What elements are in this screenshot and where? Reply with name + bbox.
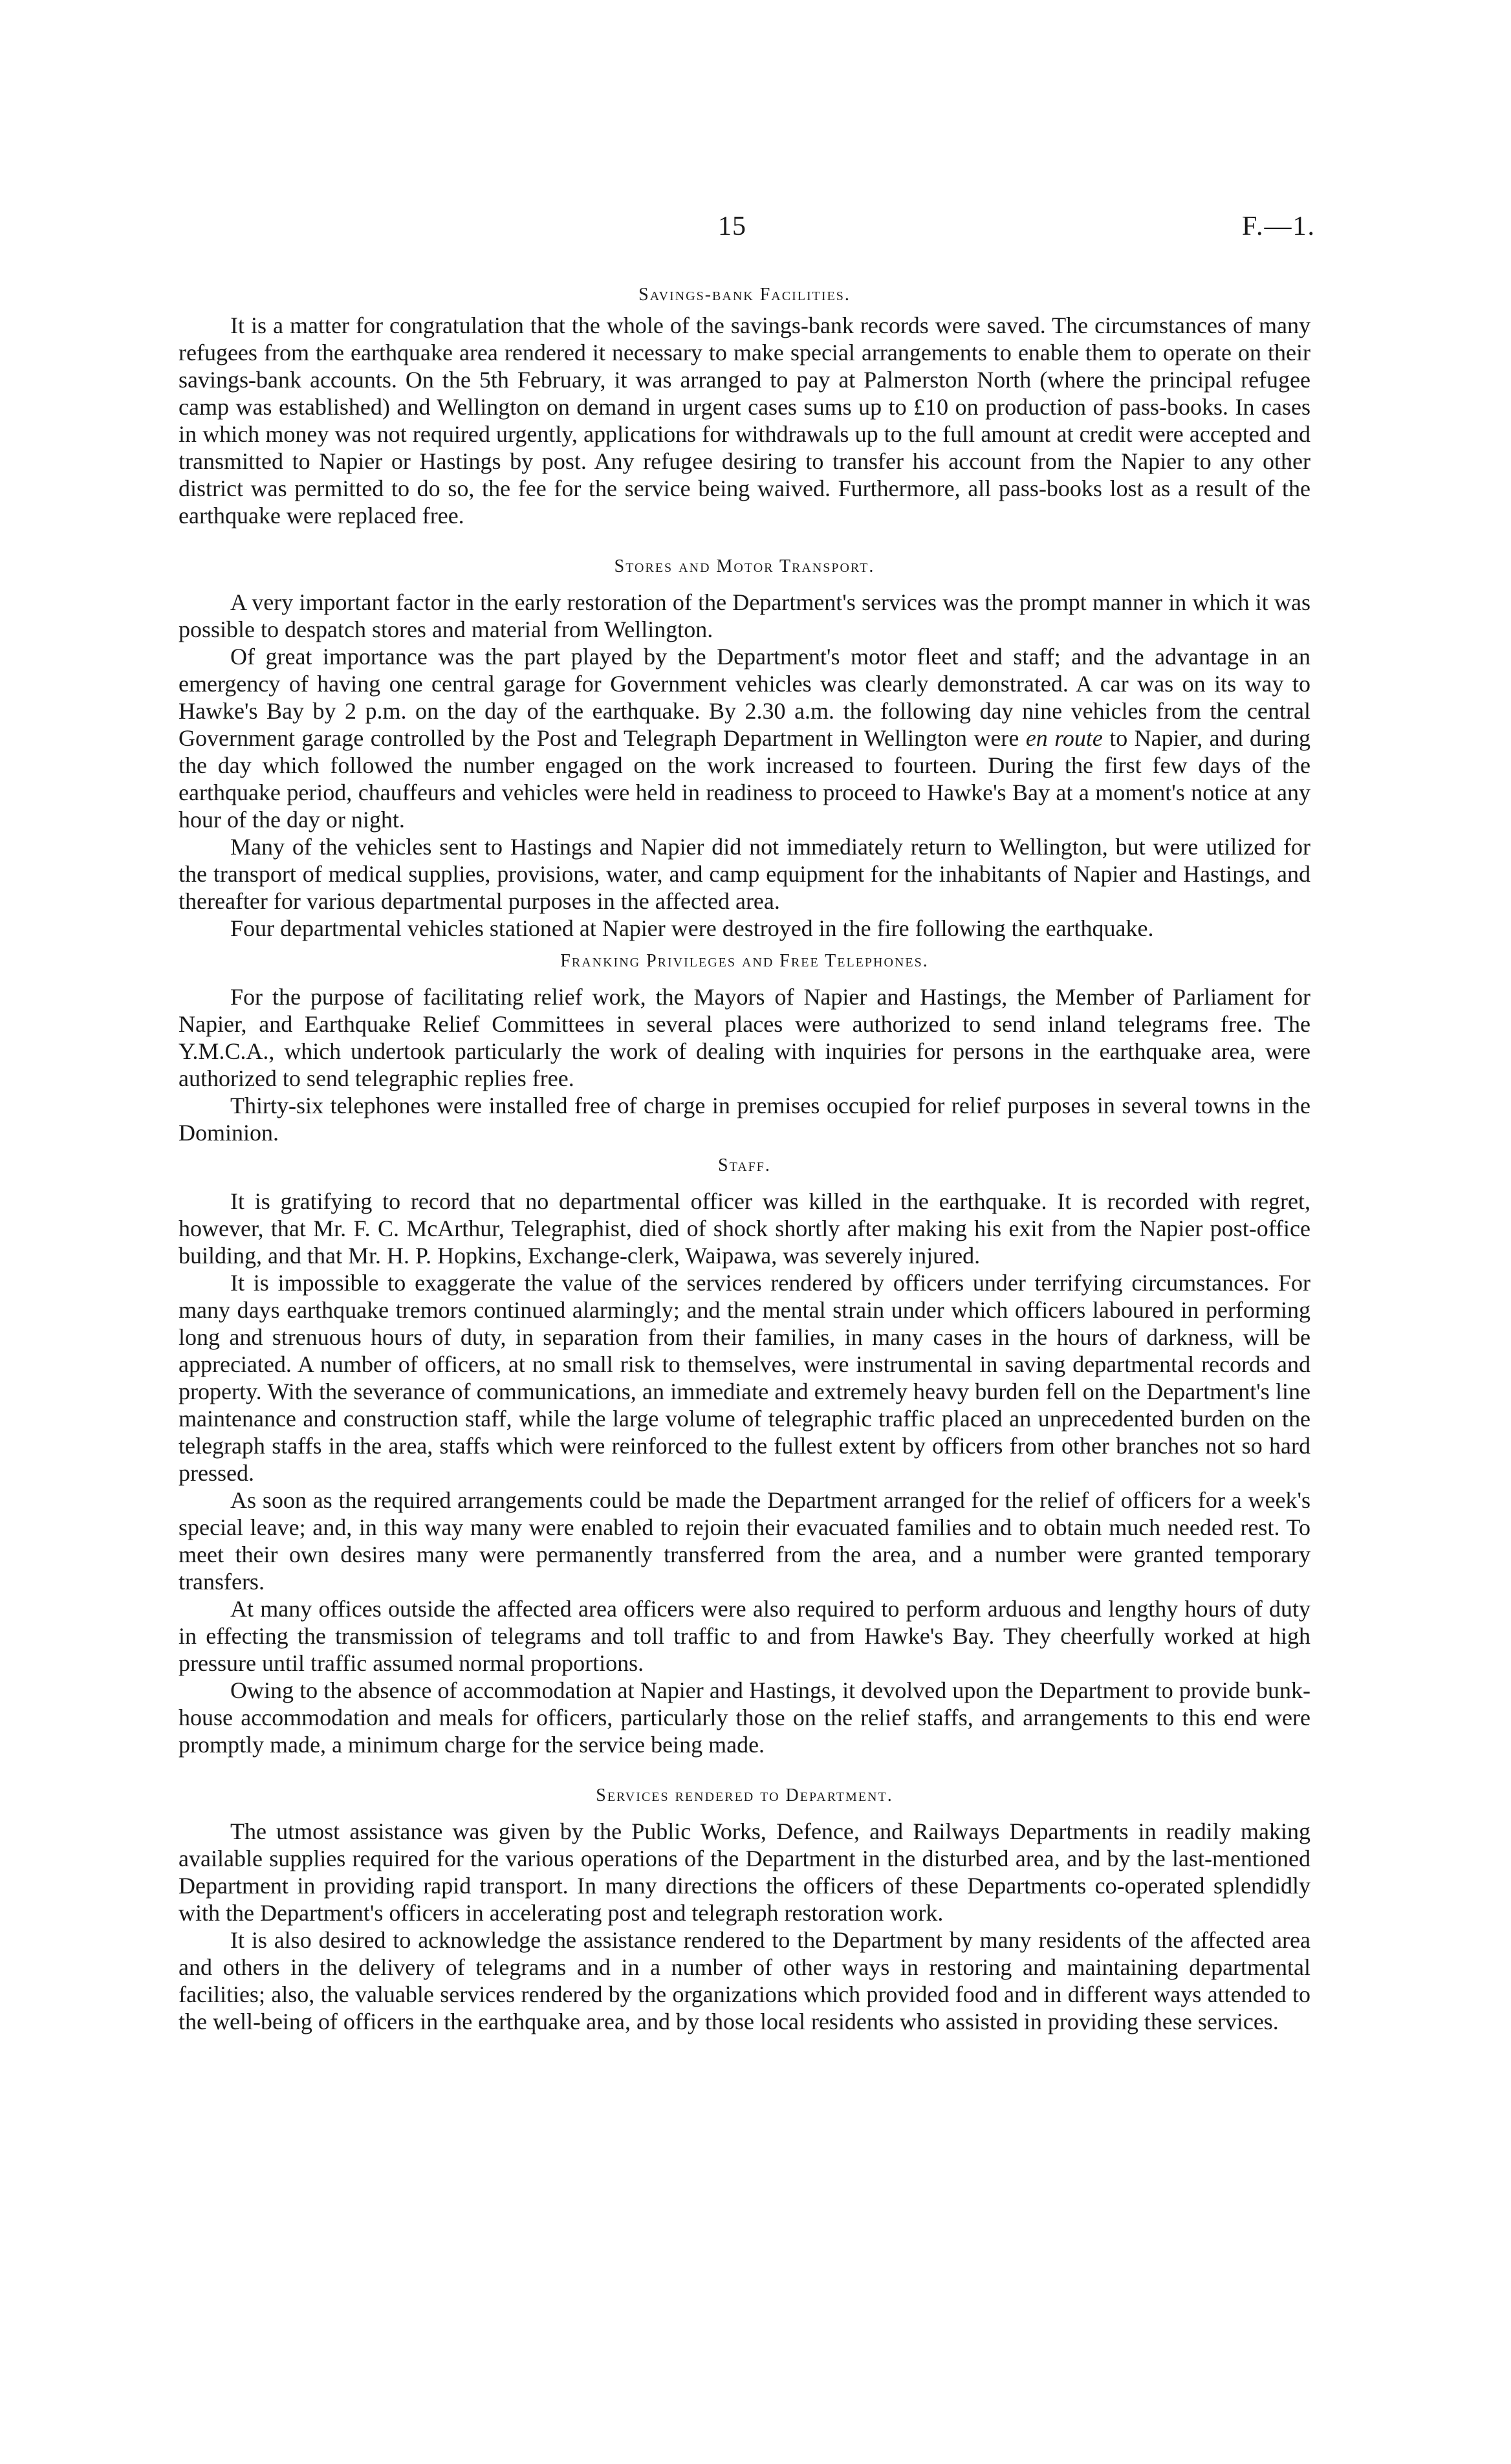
paragraph-stores-2 [179,643,1310,833]
section-heading-staff: Staff. [718,1155,771,1175]
page-reference: F.—1. [1242,212,1316,241]
page-body [179,285,1310,2035]
paragraph-staff-1: It is gratifying to record that no departmental officer was killed in the earthquake. It is recorded with regret, however, that Mr. F. C. McArthur, Telegraphist, died of shock shortly after making his exit from the Napier post-office building, and that Mr. H. P. Hopkins, Exchange-clerk, Waipawa, was severely injured. [179,1188,1310,1269]
paragraph-franking-2: Thirty-six telephones were installed free of charge in premises occupied for relief purposes in several towns in the Dominion. [179,1093,1310,1146]
section-heading-services-rendered: Services rendered to Department. [596,1785,893,1805]
paragraph-stores-3: Many of the vehicles sent to Hastings and Napier did not immediately return to Wellington, but were utilized for the transport of medical supplies, provisions, water, and camp equipment for the inhabitants of Napier and Hastings, and thereafter for various departmental purposes in the affected area. [179,834,1310,914]
paragraph-savings-bank-1: It is a matter for congratulation that the whole of the savings-bank records were saved. The circumstances of many refugees from the earthquake area rendered it necessary to make special arrangements to enable them to operate on their savings-bank accounts. On the 5th February, it was arranged to pay at Palmerston North (where the principal refugee camp was established) and Wellington on demand in urgent cases sums up to £10 on production of pass-books. In cases in which money was not required urgently, applications for withdrawals up to the full amount at credit were accepted and transmitted to Napier or Hastings by post. Any refugee desiring to transfer his account from the Napier to any other district was permitted to do so, the fee for the service being waived. Furthermore, all pass-books lost as a result of the earthquake were replaced free. [179,312,1310,529]
section-heading-savings-bank: Savings-bank Facilities. [638,285,851,305]
section-heading-franking: Franking Privileges and Free Telephones. [560,951,929,971]
section-heading-stores-transport: Stores and Motor Transport. [614,556,875,576]
paragraph-stores-2-italic: en route [1025,725,1103,751]
paragraph-staff-4: At many offices outside the affected area officers were also required to perform arduous and lengthy hours of duty in effecting the transmission of telegrams and toll traffic to and from Hawke's Bay. They cheerfully worked at high pressure until traffic assumed normal proportions. [179,1596,1310,1676]
paragraph-staff-2: It is impossible to exaggerate the value of the services rendered by officers under terrifying circumstances. For many days earthquake tremors continued alarmingly; and the mental strain under which officers laboured in performing long and strenuous hours of duty, in separation from their families, in many cases in the hours of darkness, will be appreciated. A number of officers, at no small risk to themselves, were instrumental in saving departmental records and property. With the severance of communications, an immediate and extremely heavy burden fell on the Department's line maintenance and construction staff, while the large volume of telegraphic traffic placed an unprecedented burden on the telegraph staffs in the area, staffs which were reinforced to the fullest extent by officers from other branches not so hard pressed. [179,1270,1310,1486]
paragraph-stores-2-part-b: to Napier, and during the day which followed the number engaged on the work increased to fourteen. During the first few days of the earthquake period, chauffeurs and vehicles were held in readiness to proceed to Hawke's Bay at a moment's notice at any hour of the day or night. [179,725,1310,833]
paragraph-services-1: The utmost assistance was given by the Public Works, Defence, and Railways Departments in readily making available supplies required for the various operations of the Department in the disturbed area, and by the last-mentioned Department in providing rapid transport. In many directions the officers of these Departments co-operated splendidly with the Department's officers in accelerating post and telegraph restoration work. [179,1818,1310,1926]
paragraph-services-2: It is also desired to acknowledge the assistance rendered to the Department by many residents of the affected area and others in the delivery of telegrams and in a number of other ways in restoring and maintaining departmental facilities; also, the valuable services rendered by the organizations which provided food and in different ways attended to the well-being of officers in the earthquake area, and by those local residents who assisted in providing these services. [179,1927,1310,2034]
paragraph-stores-1: A very important factor in the early restoration of the Department's services was the prompt manner in which it was possible to despatch stores and material from Wellington. [179,589,1310,642]
paragraph-stores-4: Four departmental vehicles stationed at Napier were destroyed in the fire following the earthquake. [230,915,1154,941]
paragraph-staff-3: As soon as the required arrangements could be made the Department arranged for the relief of officers for a week's special leave; and, in this way many were enabled to rejoin their evacuated families and to obtain much needed rest. To meet their own desires many were permanently transferred from the area, and a number were granted temporary transfers. [179,1487,1310,1595]
paragraph-staff-5: Owing to the absence of accommodation at Napier and Hastings, it devolved upon the Department to provide bunk-house accommodation and meals for officers, particularly those on the relief staffs, and arrangements to this end were promptly made, a minimum charge for the service being made. [179,1677,1310,1758]
page-number: 15 [718,212,746,241]
paragraph-franking-1: For the purpose of facilitating relief work, the Mayors of Napier and Hastings, the Member of Parliament for Napier, and Earthquake Relief Committees in several places were authorized to send inland telegrams free. The Y.M.C.A., which undertook particularly the work of dealing with inquiries for persons in the earthquake area, were authorized to send telegraphic replies free. [179,984,1310,1091]
paragraph-stores-2-part-a: Of great importance was the part played by the Department's motor fleet and staff; and the advantage in an emergency of having one central garage for Government vehicles was clearly demonstrated. A car was on its way to Hawke's Bay by 2 p.m. on the day of the earthquake. By 2.30 a.m. the following day nine vehicles from the central Government garage controlled by the Post and Telegraph Department in Wellington were [179,644,1310,751]
